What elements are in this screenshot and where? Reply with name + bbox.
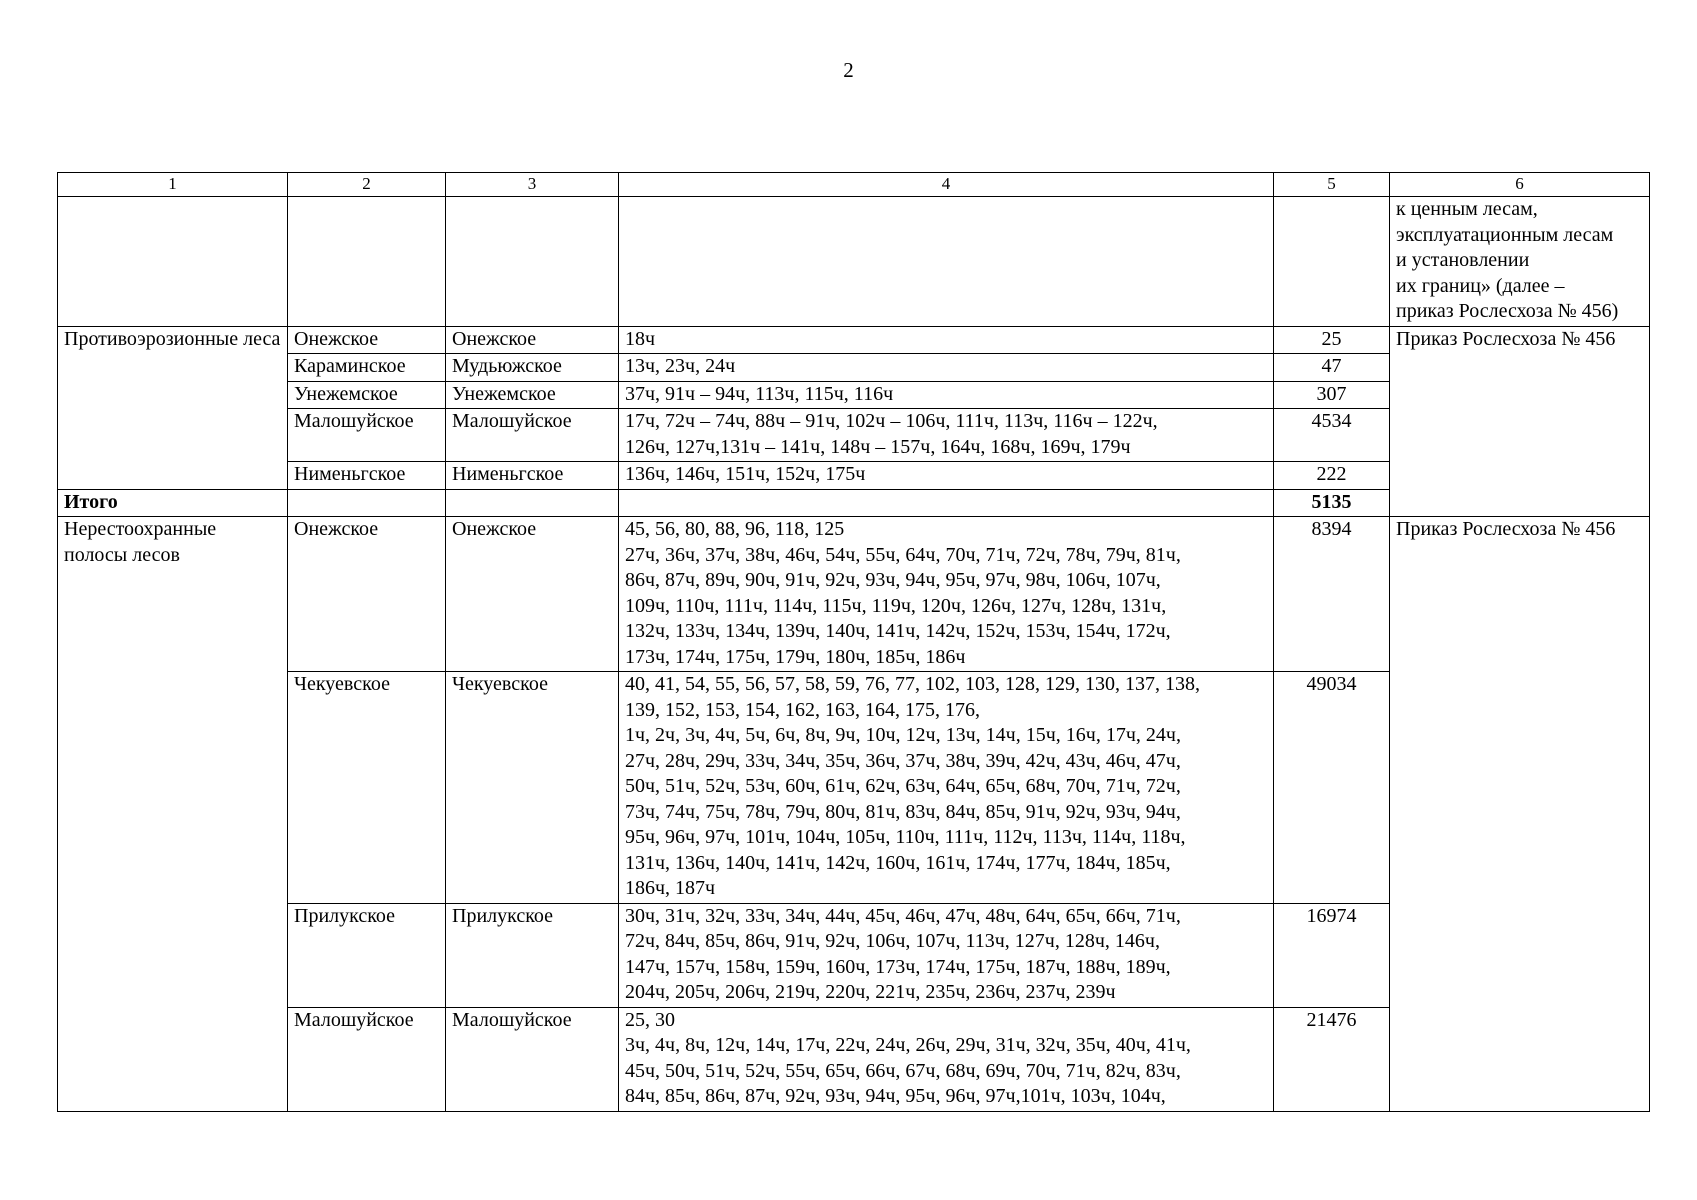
category-line: Нерестоохранные	[64, 518, 217, 540]
quarters-line: 40, 41, 54, 55, 56, 57, 58, 59, 76, 77, 102, 103, 128, 129, 130, 137, 138,	[625, 673, 1200, 695]
quarters-cell	[619, 1007, 1274, 1111]
category-line: полосы лесов	[64, 543, 180, 566]
quarters-cell	[619, 517, 1274, 672]
quarters-line: 126ч, 127ч,131ч – 141ч, 148ч – 157ч, 164ч, 168ч, 169ч, 179ч	[625, 435, 1131, 458]
quarters-line: 1ч, 2ч, 3ч, 4ч, 5ч, 6ч, 8ч, 9ч, 10ч, 12ч, 13ч, 14ч, 15ч, 16ч, 17ч, 24ч,	[625, 724, 1181, 746]
area-cell: 47	[1274, 354, 1390, 382]
quarters-line: 204ч, 205ч, 206ч, 219ч, 220ч, 221ч, 235ч, 236ч, 237ч, 239ч	[625, 981, 1116, 1003]
quarters-cell	[619, 326, 1274, 354]
header-cell: 4	[619, 173, 1274, 197]
forest-table	[57, 172, 1650, 1112]
quarters-line: 132ч, 133ч, 134ч, 139ч, 140ч, 141ч, 142ч, 152ч, 153ч, 154ч, 172ч,	[625, 620, 1171, 642]
quarters-line: 84ч, 85ч, 86ч, 87ч, 92ч, 93ч, 94ч, 95ч, 96ч, 97ч,101ч, 103ч, 104ч,	[625, 1085, 1166, 1107]
area-cell: 21476	[1274, 1007, 1390, 1111]
header-row	[58, 173, 1650, 197]
quarters-cell	[619, 381, 1274, 409]
district-cell: Мудьюжское	[446, 354, 619, 382]
quarters-line: 45, 56, 80, 88, 96, 118, 125	[625, 518, 845, 540]
quarters-line: 18ч	[625, 327, 656, 350]
quarters-line: 17ч, 72ч – 74ч, 88ч – 91ч, 102ч – 106ч, 111ч, 113ч, 116ч – 122ч,	[625, 410, 1158, 432]
forestry-cell: Малошуйское	[288, 1007, 446, 1111]
quarters-line: 86ч, 87ч, 89ч, 90ч, 91ч, 92ч, 93ч, 94ч, 95ч, 97ч, 98ч, 106ч, 107ч,	[625, 569, 1161, 591]
quarters-line: 27ч, 36ч, 37ч, 38ч, 46ч, 54ч, 55ч, 64ч, 70ч, 71ч, 72ч, 78ч, 79ч, 81ч,	[625, 543, 1181, 566]
quarters-line: 173ч, 174ч, 175ч, 179ч, 180ч, 185ч, 186ч	[625, 645, 966, 668]
forestry-cell: Прилукское	[288, 903, 446, 1007]
quarters-line: 73ч, 74ч, 75ч, 78ч, 79ч, 80ч, 81ч, 83ч, 84ч, 85ч, 91ч, 92ч, 93ч, 94ч,	[625, 800, 1181, 823]
district-cell: Онежское	[446, 326, 619, 354]
forestry-cell: Малошуйское	[288, 409, 446, 462]
forestry-cell: Онежское	[288, 326, 446, 354]
quarters-line: 186ч, 187ч	[625, 877, 716, 899]
header-cell: 6	[1390, 173, 1650, 197]
quarters-line: 72ч, 84ч, 85ч, 86ч, 91ч, 92ч, 106ч, 107ч, 113ч, 127ч, 128ч, 146ч,	[625, 930, 1160, 952]
page-number: 2	[843, 58, 854, 82]
quarters-line: 30ч, 31ч, 32ч, 33ч, 34ч, 44ч, 45ч, 46ч, 47ч, 48ч, 64ч, 65ч, 66ч, 71ч,	[625, 904, 1181, 927]
continuation-note	[1390, 197, 1650, 327]
forestry-cell: Чекуевское	[288, 672, 446, 904]
quarters-line: 95ч, 96ч, 97ч, 101ч, 104ч, 105ч, 110ч, 111ч, 112ч, 113ч, 114ч, 118ч,	[625, 826, 1186, 848]
table-row	[58, 517, 1650, 672]
quarters-line: 27ч, 28ч, 29ч, 33ч, 34ч, 35ч, 36ч, 37ч, 38ч, 39ч, 42ч, 43ч, 46ч, 47ч,	[625, 749, 1181, 772]
note-line: эксплуатационным лесам	[1396, 223, 1614, 246]
note-line: их границ» (далее –	[1396, 274, 1565, 297]
area-cell: 16974	[1274, 903, 1390, 1007]
forestry-cell: Нименьгское	[288, 462, 446, 490]
quarters-cell	[619, 672, 1274, 904]
forestry-cell: Унежемское	[288, 381, 446, 409]
header-cell: 5	[1274, 173, 1390, 197]
district-cell: Нименьгское	[446, 462, 619, 490]
header-cell: 1	[58, 173, 288, 197]
quarters-cell	[619, 354, 1274, 382]
area-cell: 4534	[1274, 409, 1390, 462]
area-cell: 307	[1274, 381, 1390, 409]
quarters-line: 37ч, 91ч – 94ч, 113ч, 115ч, 116ч	[625, 382, 894, 405]
note-line: и установлении	[1396, 249, 1530, 271]
total-value: 5135	[1274, 489, 1390, 517]
note-line: приказ Рослесхоза № 456)	[1396, 300, 1619, 322]
basis-cell: Приказ Рослесхоза № 456	[1390, 326, 1650, 517]
quarters-line: 13ч, 23ч, 24ч	[625, 355, 736, 377]
total-label: Итого	[58, 489, 288, 517]
quarters-line: 45ч, 50ч, 51ч, 52ч, 55ч, 65ч, 66ч, 67ч, 68ч, 69ч, 70ч, 71ч, 82ч, 83ч,	[625, 1059, 1181, 1082]
table-row	[58, 326, 1650, 354]
forestry-cell: Онежское	[288, 517, 446, 672]
continuation-row	[58, 197, 1650, 327]
district-cell: Малошуйское	[446, 409, 619, 462]
category-cell	[58, 517, 288, 1112]
quarters-line: 3ч, 4ч, 8ч, 12ч, 14ч, 17ч, 22ч, 24ч, 26ч, 29ч, 31ч, 32ч, 35ч, 40ч, 41ч,	[625, 1034, 1191, 1056]
quarters-cell	[619, 903, 1274, 1007]
district-cell: Малошуйское	[446, 1007, 619, 1111]
category-cell: Противоэрозионные леса	[58, 326, 288, 489]
district-cell: Чекуевское	[446, 672, 619, 904]
quarters-line: 25, 30	[625, 1008, 675, 1031]
quarters-line: 136ч, 146ч, 151ч, 152ч, 175ч	[625, 463, 866, 485]
quarters-line: 50ч, 51ч, 52ч, 53ч, 60ч, 61ч, 62ч, 63ч, 64ч, 65ч, 68ч, 70ч, 71ч, 72ч,	[625, 775, 1181, 797]
quarters-cell	[619, 462, 1274, 490]
area-cell: 222	[1274, 462, 1390, 490]
basis-cell: Приказ Рослесхоза № 456	[1390, 517, 1650, 1112]
forestry-cell: Караминское	[288, 354, 446, 382]
quarters-line: 147ч, 157ч, 158ч, 159ч, 160ч, 173ч, 174ч, 175ч, 187ч, 188ч, 189ч,	[625, 955, 1171, 978]
district-cell: Унежемское	[446, 381, 619, 409]
area-cell: 8394	[1274, 517, 1390, 672]
quarters-line: 139, 152, 153, 154, 162, 163, 164, 175, 176,	[625, 698, 980, 721]
quarters-cell	[619, 409, 1274, 462]
quarters-line: 131ч, 136ч, 140ч, 141ч, 142ч, 160ч, 161ч, 174ч, 177ч, 184ч, 185ч,	[625, 851, 1171, 874]
area-cell: 49034	[1274, 672, 1390, 904]
note-line: к ценным лесам,	[1396, 198, 1538, 220]
district-cell: Прилукское	[446, 903, 619, 1007]
area-cell: 25	[1274, 326, 1390, 354]
quarters-line: 109ч, 110ч, 111ч, 114ч, 115ч, 119ч, 120ч, 126ч, 127ч, 128ч, 131ч,	[625, 594, 1167, 617]
header-cell: 3	[446, 173, 619, 197]
district-cell: Онежское	[446, 517, 619, 672]
header-cell: 2	[288, 173, 446, 197]
